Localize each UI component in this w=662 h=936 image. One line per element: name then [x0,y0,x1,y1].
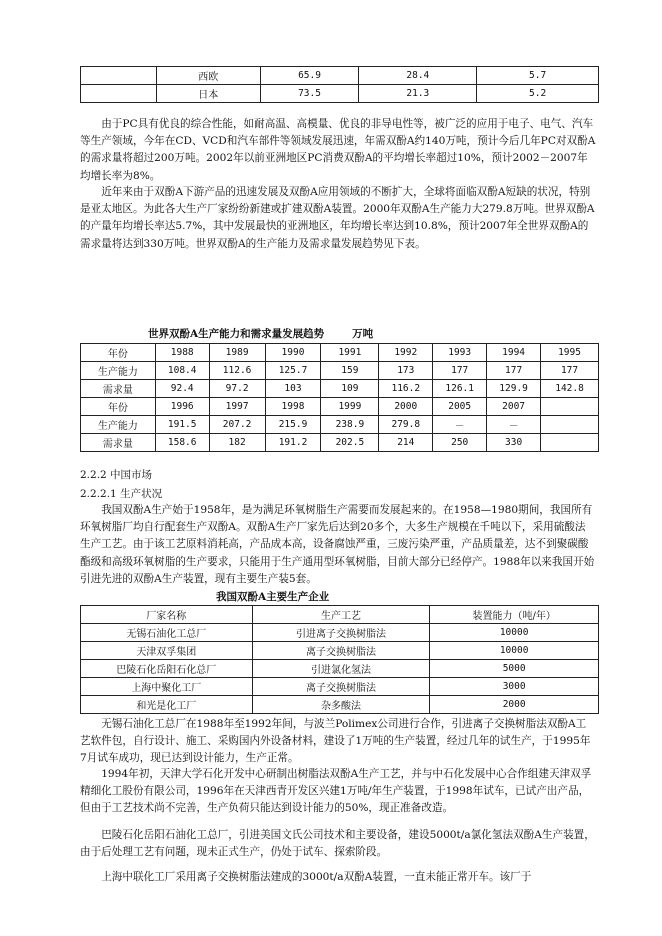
column-header: 生产工艺 [252,606,430,624]
table-cell: 279.8 [379,416,433,434]
section-heading-china-market: 2.2.2 中国市场 [80,469,153,481]
table-cell: 天津双孚集团 [81,642,253,660]
table-cell: 3000 [430,678,599,696]
table-cell: 108.4 [155,362,209,380]
table-row [81,362,599,380]
table-cell: 97.2 [209,380,265,398]
table-cell: 207.2 [209,416,265,434]
trend-title-text: 世界双酚A生产能力和需求量发展趋势 [148,328,325,340]
table-row [81,398,599,416]
trend-unit-text: 万吨 [352,328,374,340]
table-cell: 2000 [379,398,433,416]
trend-table-title [148,326,373,341]
table-row [81,642,599,660]
table-cell: 2000 [430,696,599,714]
table-cell: 5000 [430,660,599,678]
row-label-cell: 需求量 [81,380,156,398]
row-label-cell: 年份 [81,344,156,362]
paragraph-shanghai: 上海中联化工厂采用离子交换树脂法建成的3000t/a双酚A装置，一直未能正常开车。该厂于 [101,871,532,883]
table-cell: 无锡石油化工总厂 [81,624,253,642]
table-row [81,678,599,696]
table-cell: 177 [433,362,487,380]
table-cell: 214 [379,434,433,452]
table-cell: 182 [209,434,265,452]
table-cell: 142.8 [541,380,599,398]
table-cell: 5.2 [477,85,599,103]
table-cell: 202.5 [321,434,379,452]
row-label-cell: 需求量 [81,434,156,452]
table-cell: 28.4 [359,67,477,85]
table-cell: 92.4 [155,380,209,398]
row-label-cell: 生产能力 [81,416,156,434]
table-cell: 191.2 [265,434,321,452]
table-cell: 112.6 [209,362,265,380]
table-row [81,416,599,434]
table-cell: 10000 [430,624,599,642]
table-cell: 158.6 [155,434,209,452]
table-row [81,380,599,398]
trend-table [80,343,599,452]
table-cell: 1995 [541,344,599,362]
table-row [81,67,599,85]
table-cell: 126.1 [433,380,487,398]
table-cell [541,434,599,452]
table-cell: 杂多酸法 [252,696,430,714]
table-cell: 1988 [155,344,209,362]
table-cell: 引进离子交换树脂法 [252,624,430,642]
table-row [81,434,599,452]
table-cell: 125.7 [265,362,321,380]
table-cell: － [487,416,541,434]
table-cell: 73.5 [260,85,359,103]
table-cell: 109 [321,380,379,398]
column-header: 厂家名称 [81,606,253,624]
paragraph-tianjin: 1994年初，天津大学石化开发中心研制出树脂法双酚A生产工艺，并与中石化发展中心合作组建天津双孚精细化工股份有限公司，1996年在天津西青开发区兴建1万吨/年生产装置，于1998年试车，已试产出产品，但由于工艺技术尚不完善，生产负荷只能达到设计能力的50%，现正准备改造。 [80,768,592,815]
table-cell: 上海中聚化工厂 [81,678,253,696]
top-region-table [80,66,599,103]
table-cell: 巴陵石化岳阳石化总厂 [81,660,253,678]
section-heading-production: 2.2.2.1 生产状况 [80,488,163,500]
table-cell [541,398,599,416]
table-cell: 日本 [156,85,260,103]
table-cell: 5.7 [477,67,599,85]
table-cell: 1999 [321,398,379,416]
table-cell: 2005 [433,398,487,416]
table-cell: 离子交换树脂法 [252,642,430,660]
table-cell: 10000 [430,642,599,660]
table-cell: 2007 [487,398,541,416]
table-cell: － [433,416,487,434]
table-cell: 116.2 [379,380,433,398]
table-cell: 1991 [321,344,379,362]
table-cell: 65.9 [260,67,359,85]
paragraph-wuxi: 无锡石油化工总厂在1988年至1992年间，与波兰Polimex公司进行合作，引进离子交换树脂法双酚A工艺软件包，自行设计、施工、采购国内外设备材料，建设了1万吨的生产装置，经过几年的试生产，于1995年7月试车成功，现已达到设计能力，生产正常。 [80,718,591,765]
table-row [81,696,599,714]
table-cell: 1997 [209,398,265,416]
table-cell: 330 [487,434,541,452]
table-cell: 250 [433,434,487,452]
table-row [81,344,599,362]
paragraph-baling: 巴陵石化岳阳石油化工总厂，引进美国文氏公司技术和主要设备，建设5000t/a氯化氢法双酚A生产装置，由于后处理工艺有问题，现未正式生产，仍处于试车、探索阶段。 [80,829,595,859]
table-cell: 129.9 [487,380,541,398]
table-row [81,660,599,678]
table-header-row [81,606,599,624]
table-cell [81,67,157,85]
paragraph-shortage: 近年来由于双酚A下游产品的迅速发展及双酚A应用领域的不断扩大，全球将面临双酚A短缺的状况，特别是亚太地区。为此各大生产厂家纷纷新建或扩建双酚A装置。2000年双酚A生产能力大279.8万吨。世界双酚A的产量年均增长率达5.7%，其中发展最快的亚洲地区，年均增长率达到10.8%，预计2007年全世界双酚A的需求量将达到330万吨。世界双酚A的生产能力及需求量发展趋势见下表。 [80,186,595,250]
table-cell: 1994 [487,344,541,362]
table-cell: 103 [265,380,321,398]
table-cell: 和光是化工厂 [81,696,253,714]
paragraph-china-production: 我国双酚A生产始于1958年，是为满足环氧树脂生产需要而发展起来的。在1958—1980期间，我国所有环氧树脂厂均自行配套生产双酚A。双酚A生产厂家先后达到20多个，大多生产规模在千吨以下，采用硫酸法生产工艺。由于该工艺原料消耗高，产品成本高，设备腐蚀严重，三废污染严重，产品质量差，达不到聚碳酸酯级和高级环氧树脂的生产要求，只能用于生产通用型环氧树脂，目前大部分已经停产。1988年以来我国开始引进先进的双酚A生产装置，现有主要生产装5套。 [80,504,595,585]
table-cell: 1996 [155,398,209,416]
table-cell: 离子交换树脂法 [252,678,430,696]
table-row [81,85,599,103]
table-cell: 177 [487,362,541,380]
company-table-title: 我国双酚A主要生产企业 [216,591,330,603]
table-cell: 引进氯化氢法 [252,660,430,678]
table-cell: 21.3 [359,85,477,103]
paragraph-pc: 由于PC具有优良的综合性能，如耐高温、高模量、优良的非导电性等，被广泛的应用于电子、电气、汽车等生产领域，今年在CD、VCD和汽车部件等领域发展迅速，年需双酚A约140万吨，预计今后几年PC对双酚A的需求量将超过200万吨。2002年以前亚洲地区PC消费双酚A的平均增长率超过10%，预计2002－2007年均增长率为8%。 [80,118,596,182]
table-row [81,624,599,642]
table-cell: 1992 [379,344,433,362]
column-header: 装置能力（吨/年） [430,606,599,624]
table-cell [81,85,157,103]
table-cell: 173 [379,362,433,380]
row-label-cell: 生产能力 [81,362,156,380]
table-cell [541,416,599,434]
table-cell: 1990 [265,344,321,362]
table-cell: 1993 [433,344,487,362]
table-cell: 1989 [209,344,265,362]
row-label-cell: 年份 [81,398,156,416]
table-cell: 215.9 [265,416,321,434]
table-cell: 1998 [265,398,321,416]
table-cell: 177 [541,362,599,380]
table-cell: 西欧 [156,67,260,85]
table-cell: 238.9 [321,416,379,434]
table-cell: 159 [321,362,379,380]
table-cell: 191.5 [155,416,209,434]
company-table [80,605,599,714]
